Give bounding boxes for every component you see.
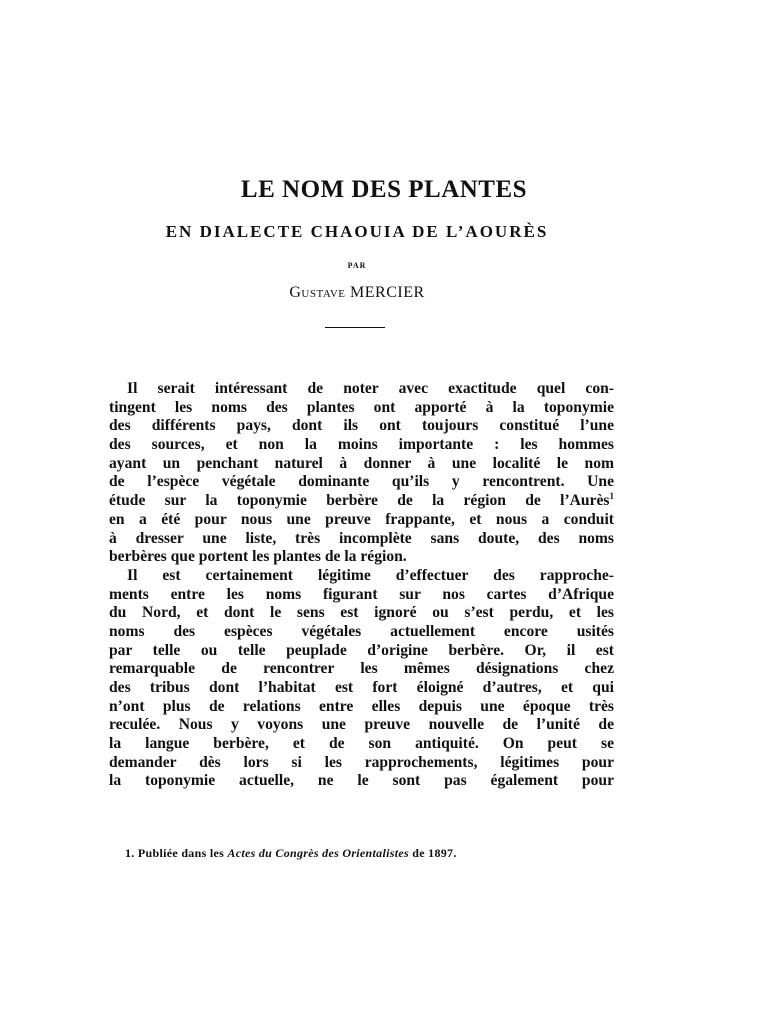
text-line: ments entre les noms figurant sur nos cartes d’Afrique <box>109 585 614 603</box>
author-last-name: MERCIER <box>350 284 425 301</box>
text-line-content: étude sur la toponymie berbère de la région de l’Aurès <box>109 492 610 510</box>
text-line: Il est certainement légitime d’effectuer des rapproche- <box>127 566 614 584</box>
text-line: Il serait intéressant de noter avec exactitude quel con- <box>127 380 614 397</box>
text-line: reculée. Nous y voyons une preuve nouvelle de l’unité de <box>109 716 614 734</box>
article-subtitle: EN DIALECTE CHAOUIA DE L’AOURÈS <box>165 222 549 241</box>
footnote-text-before: Publiée dans les <box>137 846 225 860</box>
text-line: par telle ou telle peuplade d’origine berbère. Or, il est <box>109 641 614 659</box>
author-first-name: Gustave <box>289 284 346 301</box>
text-line-with-footnote <box>109 492 614 511</box>
footnote-text-after: de 1897. <box>412 846 457 860</box>
text-line: berbères que portent les plantes de la région. <box>109 548 407 566</box>
footnote-italic-title: Actes du Congrès des Orientalistes <box>227 846 409 860</box>
text-line: la toponymie actuelle, ne le sont pas également pour <box>109 772 614 790</box>
article-title: LE NOM DES PLANTES <box>240 176 528 203</box>
text-line: la langue berbère, et de son antiquité. On peut se <box>109 735 614 753</box>
byline-par: PAR <box>347 261 367 270</box>
text-line: n’ont plus de relations entre elles depuis une époque très <box>109 697 614 715</box>
text-line: noms des espèces végétales actuellement encore usités <box>109 622 614 640</box>
body-text <box>109 380 614 791</box>
footnote <box>125 846 457 861</box>
text-line: du Nord, et dont le sens est ignoré ou s’est perdu, et les <box>109 604 614 622</box>
text-line: tingent les noms des plantes ont apporté à la toponymie <box>109 398 614 416</box>
title-divider <box>325 327 385 328</box>
author-name <box>0 284 714 302</box>
text-line: à dresser une liste, très incomplète sans doute, des noms <box>109 529 614 547</box>
text-line: des tribus dont l’habitat est fort éloigné d’autres, et qui <box>109 679 614 696</box>
footnote-marker: 1 <box>609 492 614 501</box>
text-line: demander dès lors si les rapprochements, légitimes pour <box>109 753 614 771</box>
text-line: remarquable de rencontrer les mêmes désignations chez <box>109 660 614 678</box>
text-line: ayant un penchant naturel à donner à une localité le nom <box>109 454 614 472</box>
text-line: de l’espèce végétale dominante qu’ils y rencontrent. Une <box>109 473 614 491</box>
text-line: en a été pour nous une preuve frappante, et nous a conduit <box>109 510 614 528</box>
footnote-number: 1. <box>125 846 135 860</box>
text-line: des sources, et non la moins importante : les hommes <box>109 436 614 454</box>
text-line: des différents pays, dont ils ont toujours constitué l’une <box>109 417 614 435</box>
